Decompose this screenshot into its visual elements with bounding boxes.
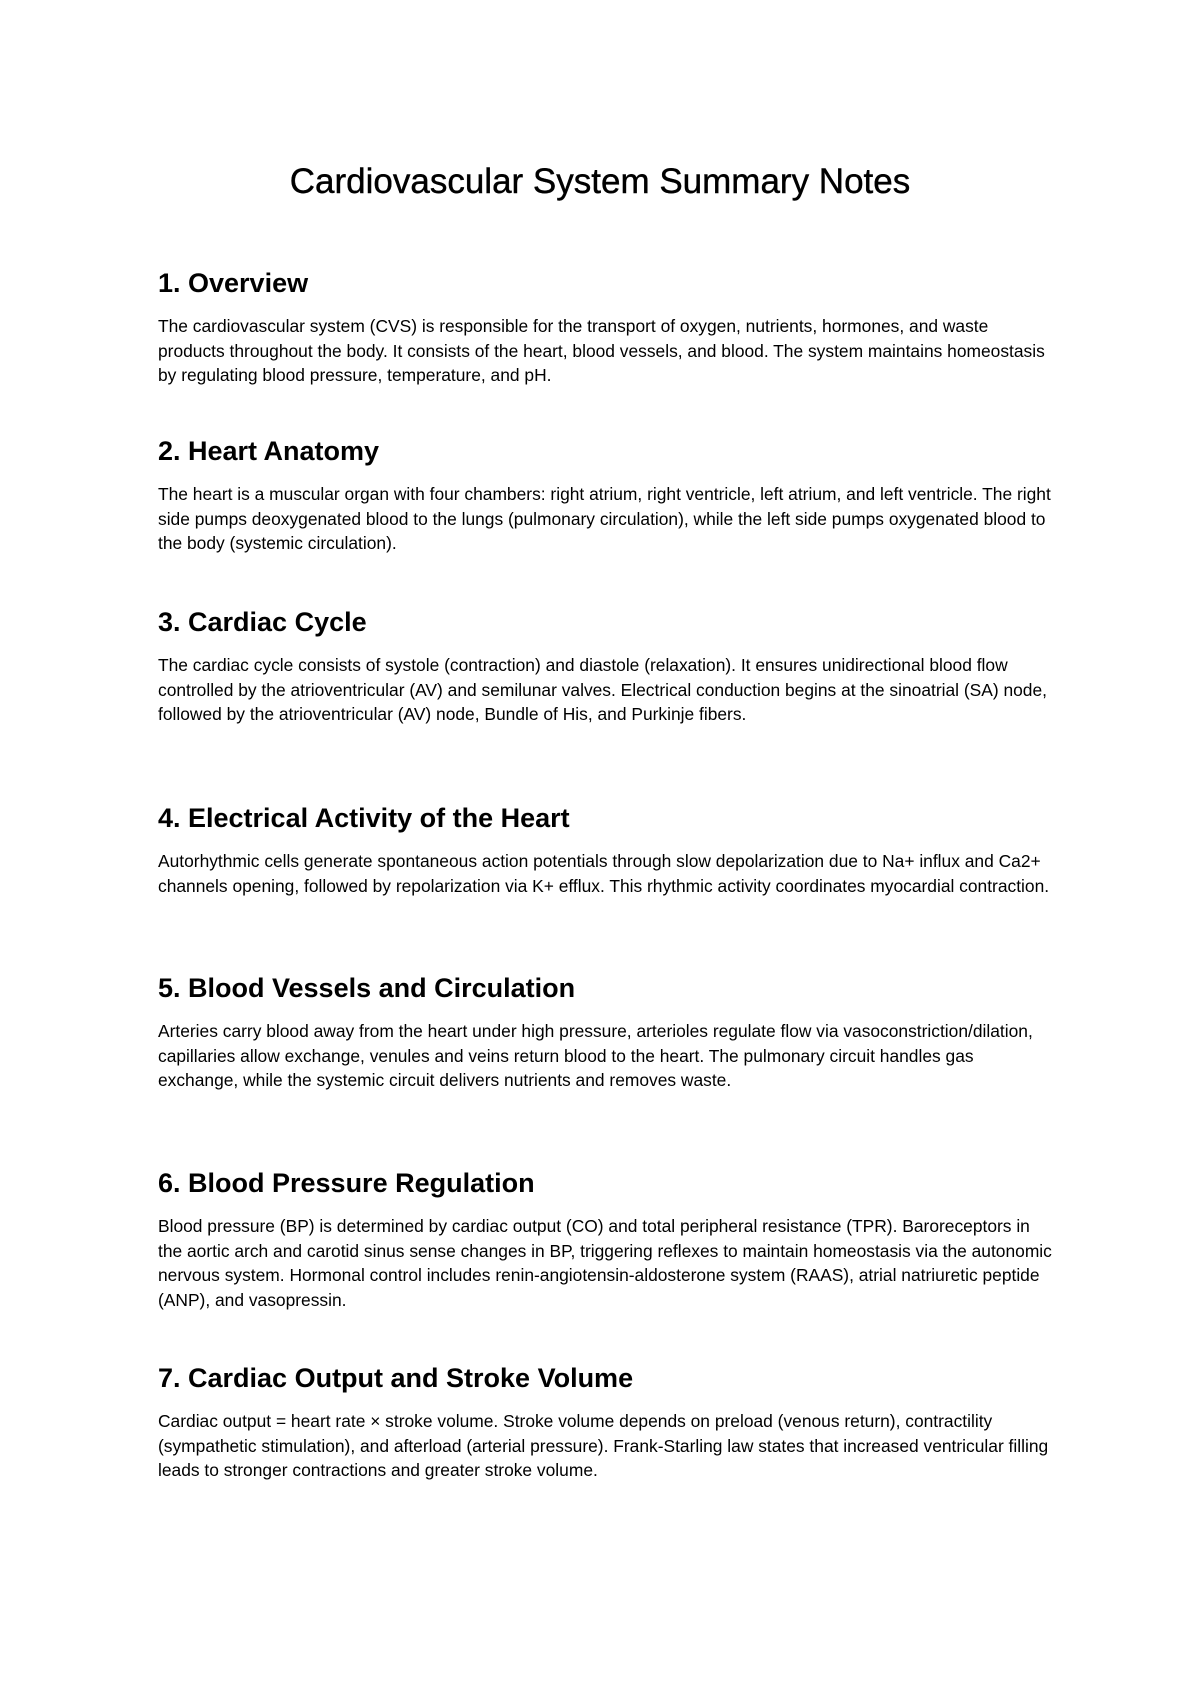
page-title: Cardiovascular System Summary Notes (289, 162, 911, 201)
section-heading: 2. Heart Anatomy (158, 436, 380, 466)
section-heading: 1. Overview (158, 268, 309, 298)
section-body: Autorhythmic cells generate spontaneous action potentials through slow depolarization due to Na+ influx and Ca2+ channels opening, followed by repolarization via K+ efflux. This rhythmic activity coordinates myocardial contraction. (158, 851, 1050, 896)
section-body: Cardiac output = heart rate × stroke volume. Stroke volume depends on preload (venous return), contractility (sympathetic stimulation), and afterload (arterial pressure). Frank-Starling law states that increased ventricular filling leads to stronger contractions and greater stroke volume. (158, 1411, 1049, 1480)
section-heading: 6. Blood Pressure Regulation (158, 1168, 535, 1198)
section-cardiac-output (158, 1361, 1058, 1483)
section-electrical-activity (158, 801, 1058, 898)
section-heading: 7. Cardiac Output and Stroke Volume (158, 1363, 634, 1393)
section-body: Arteries carry blood away from the heart under high pressure, arterioles regulate flow via vasoconstriction/dilation, capillaries allow exchange, venules and veins return blood to the heart. The pulmonary circuit handles gas exchange, while the systemic circuit delivers nutrients and removes waste. (158, 1021, 1033, 1090)
section-blood-pressure (158, 1166, 1058, 1312)
section-body: The cardiovascular system (CVS) is responsible for the transport of oxygen, nutrients, hormones, and waste products throughout the body. It consists of the heart, blood vessels, and blood. The system maintains homeostasis by regulating blood pressure, temperature, and pH. (158, 316, 1045, 385)
section-blood-vessels (158, 971, 1058, 1093)
section-heading: 4. Electrical Activity of the Heart (158, 803, 570, 833)
section-cardiac-cycle (158, 605, 1058, 727)
section-heart-anatomy (158, 434, 1058, 556)
section-heading: 3. Cardiac Cycle (158, 607, 367, 637)
section-overview (158, 266, 1058, 388)
section-body: Blood pressure (BP) is determined by cardiac output (CO) and total peripheral resistance (TPR). Baroreceptors in the aortic arch and carotid sinus sense changes in BP, triggering reflexes to maintain homeostasis via the autonomic nervous system. Hormonal control includes renin-angiotensin-aldosterone system (RAAS), atrial natriuretic peptide (ANP), and vasopressin. (158, 1216, 1052, 1310)
section-body: The cardiac cycle consists of systole (contraction) and diastole (relaxation). It ensures unidirectional blood flow controlled by the atrioventricular (AV) and semilunar valves. Electrical conduction begins at the sinoatrial (SA) node, followed by the atrioventricular (AV) node, Bundle of His, and Purkinje fibers. (158, 655, 1047, 724)
section-body: The heart is a muscular organ with four chambers: right atrium, right ventricle, left atrium, and left ventricle. The right side pumps deoxygenated blood to the lungs (pulmonary circulation), while the left side pumps oxygenated blood to the body (systemic circulation). (158, 484, 1051, 553)
section-heading: 5. Blood Vessels and Circulation (158, 973, 576, 1003)
